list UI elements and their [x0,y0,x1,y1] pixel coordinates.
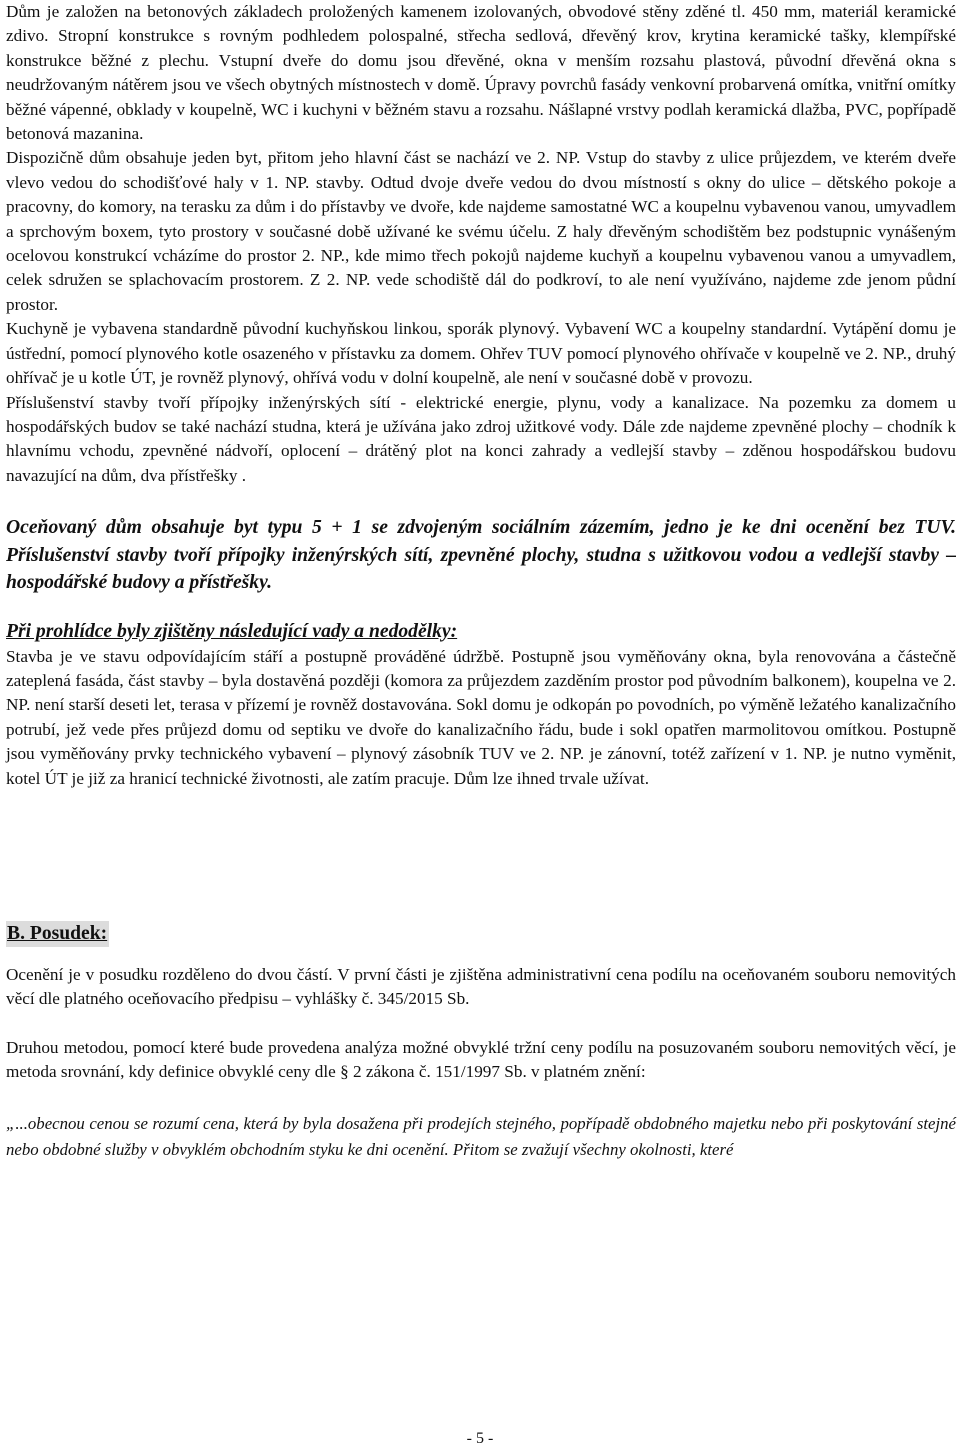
spacer [6,947,956,963]
summary-emphasis: Oceňovaný dům obsahuje byt typu 5 + 1 se zdvojeným sociálním zázemím, jedno je ke dni ocenění bez TUV. Příslušenství stavby tvoří přípojky inženýrských sítí, zpevněné plochy, studna s užitkovou vodou a vedlejší stavby – hospodářské budovy a přístřešky. [6,517,956,594]
spacer [6,1085,956,1111]
section-b-paragraph-1: Ocenění je v posudku rozděleno do dvou částí. V první části je zjištěna administrativní cena podílu na oceňovaném souboru nemovitých věcí dle platného oceňovacího předpisu – vyhlášky č. 345/2015 Sb. [6,965,956,1009]
section-b-heading-wrap [6,921,956,947]
spacer [6,791,956,921]
defects-heading: Při prohlídce byly zjištěny následující vady a nedodělky: [6,620,458,642]
document-page [6,0,956,1163]
spacer [6,488,956,514]
page-number: - 5 - [466,1430,494,1447]
paragraph-accessories: Příslušenství stavby tvoří přípojky inženýrských sítí - elektrické energie, plynu, vody a kanalizace. Na pozemku za domem u hospodářských budov se také nachází studna, která je užívána jako zdroj užitkové vody. Dále zde najdeme zpevněné plochy – chodník k hlavnímu vchodu, zpevněné nádvoří, oplocení – drátěný plot na konci zahrady a vedlejší stavby – zděnou hospodářskou budovu navazující na dům, dva přístřešky . [6,392,956,485]
spacer [6,1012,956,1036]
defects-paragraph: Stavba je ve stavu odpovídajícím stáří a postupně prováděné údržbě. Postupně jsou vyměňovány okna, byla renovována a částečně zateplená fasáda, část stavby – byla dostavěná později (komora za průjezdem zazděním prostor pod původním balkonem), koupelna ve 2. NP. není starší deseti let, terasa v přízemí je rovněž dostavována. Sokl domu je odkopán po povodních, po výměně ležatého kanalizačního potrubí, jež vede přes průjezd domu od septiku ve dvoře do kanalizačního řádu, bude i sokl opatřen marmolitovou omítkou. Postupně jsou vyměňovány prvky technického vybavení – plynový zásobník TUV ve 2. NP. je zánovní, totéž zařízení v 1. NP. je nutno vyměnit, kotel ÚT je již za hranicí technické životnosti, ale zatím pracuje. Dům lze ihned trvale užívat. [6,646,956,788]
legal-quote: „...obecnou cenou se rozumí cena, která by byla dosažena při prodejích stejného, popřípadě obdobného majetku nebo při poskytování stejné nebo obdobné služby v obvyklém obchodním styku ke dni ocenění. Přitom se zvažují všechny okolnosti, které [6,1113,956,1159]
section-b-paragraph-2: Druhou metodou, pomocí které bude provedena analýza možné obvyklé tržní ceny podílu na posuzovaném souboru nemovitých věcí, je metoda srovnání, kdy definice obvyklé ceny dle § 2 zákona č. 151/1997 Sb. v platném znění: [6,1037,956,1082]
paragraph-equipment: Kuchyně je vybavena standardně původní kuchyňskou linkou, sporák plynový. Vybavení WC a koupelny standardní. Vytápění domu je ústřední, pomocí plynového kotle osazeného v přístavku za domem. Ohřev TUV pomocí plynového ohřívače v koupelně ve 2. NP., druhý ohřívač je u kotle ÚT, je rovněž plynový, ohřívá vodu v dolní koupelně, ale není v současné době v provozu. [6,319,956,388]
paragraph-layout: Dispozičně dům obsahuje jeden byt, přitom jeho hlavní část se nachází ve 2. NP. Vstup do stavby z ulice průjezdem, ve kterém dveře vlevo vedou do schodišťové haly v 1. NP. stavby. Odtud dvoje dveře vedou do dvou místností s okny do ulice – dětského pokoje a pracovny, do komory, na terasku za dům i do přístavby ve dvoře, kde najdeme samostatné WC a koupelnu vybavenou vanou, umyvadlem a sprchovým boxem, tyto prostory v současné době užívané ke svému účelu. Z haly dřevěným schodištěm bez podstupnic vynášeným ocelovou konstrukcí vcházíme do prostor 2. NP., kde mimo třech pokojů najdeme kuchyň a koupelnu vybavenou vanou a umyvadlem, celek sdružen se splachovacím prostorem. Z 2. NP. vede schodiště dál do podkroví, to ale není využíváno, najdeme zde jenom půdní prostor. [6,148,956,314]
spacer [6,597,956,619]
section-b-title: B. Posudek: [6,921,109,947]
paragraph-construction: Dům je založen na betonových základech proložených kamenem izolovaných, obvodové stěny zděné tl. 450 mm, materiál keramické zdivo. Stropní konstrukce s rovným podhledem polospalné, střecha sedlová, dřevěný krov, krytina keramické tašky, klempířské konstrukce běžné z plechu. Vstupní dveře do domu jsou dřevěné, okna v menším rozsahu plastová, původní dřevěná okna s neudržovaným nátěrem jsou ve všech obytných místnostech v domě. Úpravy povrchů fasády venkovní probarvená omítka, vnitřní omítky běžné vápenné, obklady v koupelně, WC i kuchyni v běžném stavu a rozsahu. Nášlapné vrstvy podlah keramická dlažba, PVC, popřípadě betonová mazanina. [6,2,956,144]
